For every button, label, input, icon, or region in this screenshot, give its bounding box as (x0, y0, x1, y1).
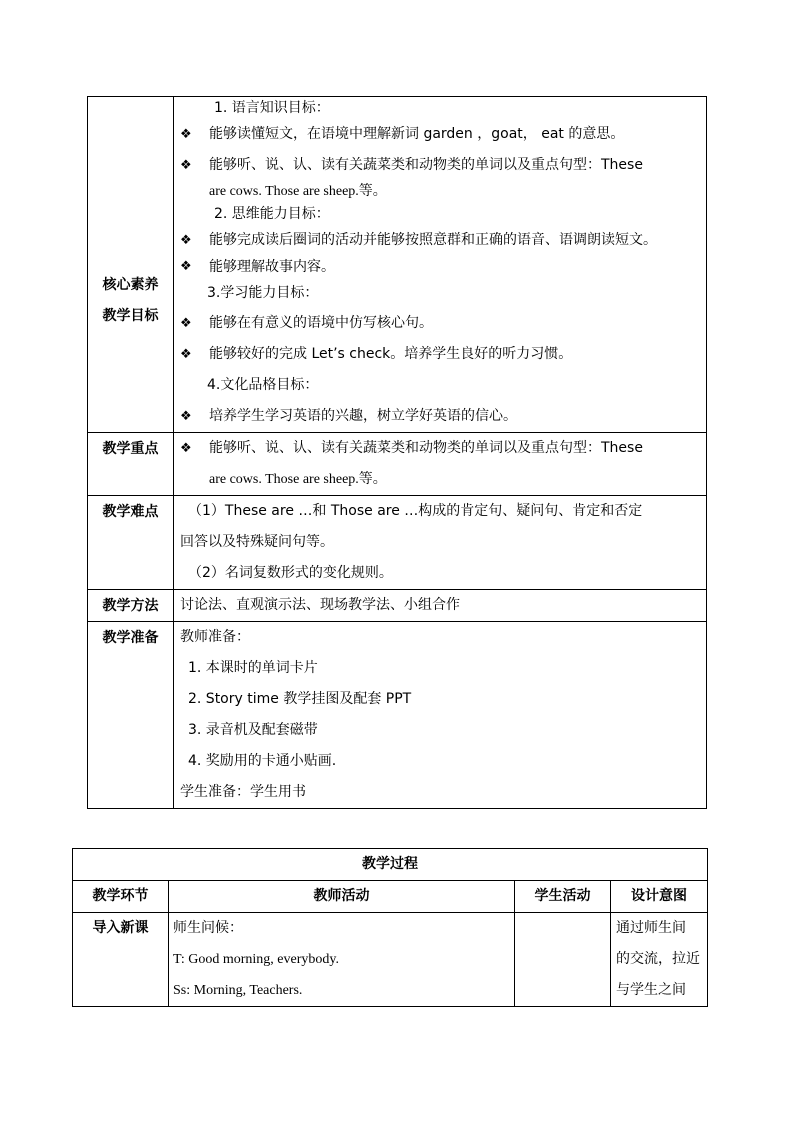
preparation-label-cell (88, 622, 174, 809)
process-row (73, 913, 708, 1007)
methods-row (88, 590, 707, 622)
prep-item: 4. 奖励用的卡通小贴画. (188, 753, 337, 769)
difficulties-label-cell (88, 496, 174, 590)
header-design-intent: 设计意图 (611, 881, 708, 913)
difficulty-line3: （2）名词复数形式的变化规则。 (188, 565, 393, 581)
diamond-bullet-icon: ❖ (180, 158, 192, 173)
prep-item: 3. 录音机及配套磁带 (188, 722, 318, 738)
diamond-bullet-icon: ❖ (180, 316, 192, 331)
difficulty-line2: 回答以及特殊疑问句等。 (180, 534, 334, 550)
objective-item: 能够理解故事内容。 (209, 259, 335, 275)
teacher-activity-line: T: Good morning, everybody. (173, 952, 339, 967)
design-intent-cell (611, 913, 708, 1007)
difficulties-label: 教学难点 (102, 504, 159, 520)
difficulties-row (88, 496, 707, 590)
header-student-activity: 学生活动 (515, 881, 611, 913)
difficulties-content-cell (174, 496, 707, 590)
stage-label: 导入新课 (92, 920, 149, 936)
stage-cell (73, 913, 169, 1007)
teacher-activity-cell (169, 913, 515, 1007)
diamond-bullet-icon: ❖ (180, 409, 192, 424)
student-prep: 学生准备：学生用书 (180, 784, 306, 800)
methods-text: 讨论法、直观演示法、现场教学法、小组合作 (180, 597, 460, 613)
process-title-row (73, 849, 708, 881)
lesson-plan-upper-table (87, 96, 707, 809)
header-teacher-activity: 教师活动 (169, 881, 515, 913)
objectives-label-line1: 核心素养 (102, 277, 159, 293)
diamond-bullet-icon: ❖ (180, 233, 192, 248)
objective-heading-4: 4.文化品格目标： (207, 377, 319, 393)
objective-item: 能够在有意义的语境中仿写核心句。 (209, 315, 433, 331)
preparation-label: 教学准备 (102, 630, 159, 646)
design-intent-line: 的交流，拉近 (616, 951, 700, 967)
process-header-row (73, 881, 708, 913)
methods-label: 教学方法 (102, 598, 159, 614)
keypoints-row (88, 433, 707, 496)
diamond-bullet-icon: ❖ (180, 441, 192, 456)
objective-item: 能够较好的完成 Let’s check。培养学生良好的听力习惯。 (209, 346, 573, 362)
objective-heading-2: 2. 思维能力目标： (214, 206, 330, 222)
objective-heading-1: 1. 语言知识目标： (214, 100, 330, 116)
keypoints-label: 教学重点 (102, 441, 159, 457)
keypoint-line2: are cows. Those are sheep.等。 (209, 472, 387, 487)
objectives-label-line2: 教学目标 (102, 308, 159, 324)
methods-label-cell (88, 590, 174, 622)
objectives-content-cell (174, 97, 707, 433)
prep-item: 2. Story time 教学挂图及配套 PPT (188, 691, 412, 707)
design-intent-line: 与学生之间 (616, 982, 686, 998)
teacher-activity-line: 师生问候： (173, 920, 243, 936)
preparation-row (88, 622, 707, 809)
student-activity-cell (515, 913, 611, 1007)
keypoints-content-cell (174, 433, 707, 496)
diamond-bullet-icon: ❖ (180, 127, 192, 142)
diamond-bullet-icon: ❖ (180, 347, 192, 362)
objective-item: 能够读懂短文，在语境中理解新词 garden ，goat， eat 的意思。 (209, 126, 625, 142)
header-stage: 教学环节 (73, 881, 169, 913)
diamond-bullet-icon: ❖ (180, 259, 192, 274)
process-title: 教学过程 (73, 849, 708, 881)
prep-item: 1. 本课时的单词卡片 (188, 660, 318, 676)
preparation-content-cell (174, 622, 707, 809)
keypoints-label-cell (88, 433, 174, 496)
teaching-process-table (72, 848, 708, 1007)
objectives-row (88, 97, 707, 433)
objective-item: 能够听、说、认、读有关蔬菜类和动物类的单词以及重点句型：These (209, 157, 643, 173)
objective-item-cont: are cows. Those are sheep.等。 (209, 184, 387, 199)
methods-content-cell (174, 590, 707, 622)
objective-item: 培养学生学习英语的兴趣，树立学好英语的信心。 (209, 408, 517, 424)
objective-heading-3: 3.学习能力目标： (207, 285, 319, 301)
keypoint-line1: 能够听、说、认、读有关蔬菜类和动物类的单词以及重点句型：These (209, 440, 643, 456)
design-intent-line: 通过师生间 (616, 920, 686, 936)
teacher-activity-line: Ss: Morning, Teachers. (173, 983, 303, 998)
difficulty-line1: （1）These are …和 Those are …构成的肯定句、疑问句、肯定和否定 (188, 503, 643, 519)
objective-item: 能够完成读后圈词的活动并能够按照意群和正确的语音、语调朗读短文。 (209, 232, 657, 248)
teacher-prep-heading: 教师准备： (180, 629, 250, 645)
objectives-label-cell (88, 97, 174, 433)
